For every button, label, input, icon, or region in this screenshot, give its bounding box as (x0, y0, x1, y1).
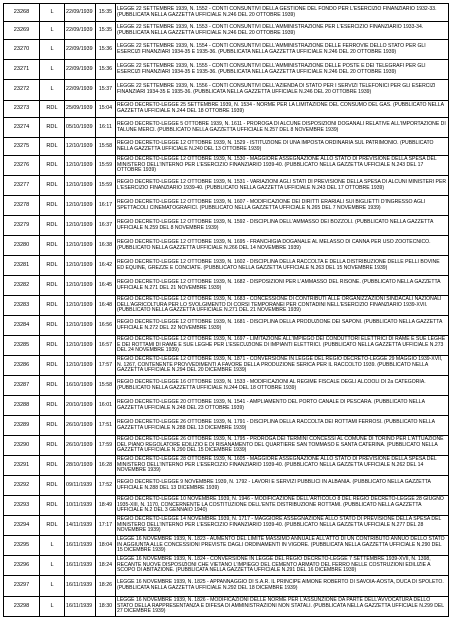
act-description: REGIO DECRETO-LEGGE 25 SETTEMBRE 1939, N. 1534 - NORME PER LA LIMITAZIONE DEL CONSUMO DEL GAS. (PUBBLICATO NELLA GAZZETTA UFFICIALE N.244 DEL 18 OTTOBRE 1939) (116, 101, 449, 118)
act-type: RDL (40, 496, 65, 516)
act-description: LEGGE 22 SETTEMBRE 1939, N. 1552 - CONTI CONSUNTIVI DELLA GESTIONE DEL FONDO PER L'ESERCIZIO FINANZIARIO 1932-33. (PUBBLICATA NELLA GAZZETTA UFFICIALE N.246 DEL 20 OTTOBRE 1939) (116, 4, 449, 22)
record-number: 23277 (4, 176, 40, 196)
act-time: 16:57 (96, 336, 116, 356)
table-row (4, 356, 449, 376)
record-number: 23272 (4, 80, 40, 101)
act-description: REGIO DECRETO-LEGGE 26 OTTOBRE 1939, N. 1795 - PROROGA DEI TERMINI CONCESSI AL COMUNE DI TORINO PER L'ATTUAZIONE DEL PIANO REGOLATORE EDILIZIO E DI RISANAMENTO DEL QUARTIERE SAN TOMMASO E SANTA CATERINA. (PUBBLICATO NELLA GAZZETTA UFFICIALE N.290 DEL 15 DICEMBRE 1939) (116, 436, 449, 456)
act-time: 16:17 (96, 196, 116, 216)
table-row (4, 597, 449, 617)
act-description: REGIO DECRETO-LEGGE 14 NOVEMBRE 1939, N. 1717 - MAGGIORE ASSEGNAZIONE ALLO STATO DI PREVISIONE DELLA SPESA DEL MINISTERO DELL'INTERNO PER L'ESERCIZIO FINANZIARIO 1939-40. (PUBBLICATO NELLA GAZZETTA UFFICIALE N.277 DEL 28 NOVEMBRE 1939) (116, 516, 449, 536)
table-row (4, 476, 449, 496)
act-description: REGIO DECRETO-LEGGE 26 OTTOBRE 1939, N. 1791 - DISCIPLINA DELLA RACCOLTA DEI ROTTAMI FERROSI. (PUBBLICATO NELLA GAZZETTA UFFICIALE N.288 DEL 13 DICEMBRE 1939) (116, 416, 449, 436)
record-number: 23278 (4, 196, 40, 216)
act-type: L (40, 80, 65, 101)
act-time: 16:28 (96, 456, 116, 476)
act-date: 12/10/1939 (65, 236, 96, 256)
act-type: L (40, 40, 65, 60)
act-type: RDL (40, 138, 65, 156)
act-date: 16/11/1939 (65, 597, 96, 617)
act-type: RDL (40, 336, 65, 356)
record-number: 23284 (4, 316, 40, 336)
record-number: 23297 (4, 576, 40, 597)
table-row (4, 60, 449, 80)
act-description: LEGGE 16 NOVEMBRE 1939, N. 1825 - APPANNAGGIO DI S.A.R. IL PRINCIPE AIMONE ROBERTO DI SAVOIA-AOSTA, DUCA DI SPOLETO. (PUBBLICATA NELLA GAZZETTA UFFICIALE N.292 DEL 18 DICEMBRE 1939) (116, 576, 449, 597)
act-type: RDL (40, 436, 65, 456)
act-description: REGIO DECRETO-LEGGE 28 OTTOBRE 1939, N. 1605 - MAGGIORE ASSEGNAZIONE ALLO STATO DI PREVISIONE DELLA SPESA DEL MINISTERO DELL'INTERNO PER L'ESERCIZIO FINANZIARIO 1939-40. (PUBBLICATO NELLA GAZZETTA UFFICIALE N.262 DEL 14 NOVEMBRE 1939) (116, 456, 449, 476)
act-description: LEGGE 16 NOVEMBRE 1939, N. 1824 - CONVERSIONE IN LEGGE DEL REGIO DECRETO-LEGGE 7 SETTEMBRE 1939-XVII, N. 1398, RECANTE NUOVE DISPOSIZIONI CHE VIETANO L'IMPIEGO DEL CEMENTO ARMATO DEL FERRO NELLE COSTRUZIONI EDILIZIE A SCOPO DI ABITAZIONE. (PUBBLICATA NELLA GAZZETTA UFFICIALE N.291 DEL 16 DICEMBRE 1939) (116, 556, 449, 576)
act-date: 12/10/1939 (65, 296, 96, 316)
act-date: 16/11/1939 (65, 576, 96, 597)
act-type: L (40, 576, 65, 597)
record-number: 23273 (4, 101, 40, 118)
act-date: 26/10/1939 (65, 436, 96, 456)
act-date: 16/11/1939 (65, 556, 96, 576)
act-time: 18:24 (96, 556, 116, 576)
act-date: 22/09/1939 (65, 80, 96, 101)
act-type: RDL (40, 156, 65, 176)
act-time: 17:51 (96, 416, 116, 436)
table-row (4, 118, 449, 138)
record-number: 23268 (4, 4, 40, 22)
table-row (4, 22, 449, 40)
act-date: 16/10/1939 (65, 376, 96, 396)
act-type: L (40, 556, 65, 576)
act-time: 16:48 (96, 296, 116, 316)
table-row (4, 236, 449, 256)
act-type: RDL (40, 236, 65, 256)
record-number: 23288 (4, 396, 40, 416)
legislation-table (3, 3, 449, 617)
act-date: 16/11/1939 (65, 536, 96, 556)
table-row (4, 156, 449, 176)
act-date: 26/10/1939 (65, 416, 96, 436)
act-time: 15:35 (96, 4, 116, 22)
act-description: REGIO DECRETO-LEGGE 12 OTTOBRE 1939, N. 1681 - DISCIPLINA DELLA PRODUZIONE DEI SAPONI. (PUBBLICATO NELLA GAZZETTA UFFICIALE N.272 DEL 22 NOVEMBRE 1939) (116, 316, 449, 336)
act-type: RDL (40, 516, 65, 536)
act-date: 22/09/1939 (65, 60, 96, 80)
act-time: 16:56 (96, 316, 116, 336)
act-time: 15:58 (96, 376, 116, 396)
act-time: 15:59 (96, 176, 116, 196)
record-number: 23282 (4, 276, 40, 296)
table-row (4, 216, 449, 236)
act-time: 16:45 (96, 276, 116, 296)
act-date: 12/10/1939 (65, 356, 96, 376)
record-number: 23295 (4, 536, 40, 556)
record-number: 23286 (4, 356, 40, 376)
table-row (4, 4, 449, 22)
table-row (4, 176, 449, 196)
table-row (4, 416, 449, 436)
act-date: 28/10/1939 (65, 456, 96, 476)
table-row (4, 256, 449, 276)
table-row (4, 576, 449, 597)
act-date: 12/10/1939 (65, 276, 96, 296)
legislation-rows (4, 4, 449, 617)
act-type: RDL (40, 216, 65, 236)
table-row (4, 40, 449, 60)
act-type: RDL (40, 356, 65, 376)
act-date: 12/10/1939 (65, 336, 96, 356)
table-row (4, 316, 449, 336)
act-type: RDL (40, 118, 65, 138)
act-time: 18:30 (96, 597, 116, 617)
act-time: 16:11 (96, 118, 116, 138)
record-number: 23274 (4, 118, 40, 138)
act-description: REGIO DECRETO-LEGGE 12 OTTOBRE 1939, N. 1871 - CONVERSIONE IN LEGGE DEL REGIO DECRETO-LEGGE 29 MAGGIO 1939-XVII, N. 1267, CONTENENTE PROVVEDIMENTI A FAVORE DELLA PRODUZIONE SERICA PER IL RACCOLTO 1939. (PUBBLICATO NELLA GAZZETTA UFFICIALE N.294 DEL 20 DICEMBRE 1939) (116, 356, 449, 376)
act-time: 15:04 (96, 101, 116, 118)
act-date: 20/10/1939 (65, 396, 96, 416)
act-time: 18:49 (96, 496, 116, 516)
act-time: 17:52 (96, 476, 116, 496)
record-number: 23280 (4, 236, 40, 256)
record-number: 23292 (4, 476, 40, 496)
act-description: LEGGE 22 SETTEMBRE 1939, N. 1555 - CONTI CONSUNTIVI DELL'AMMINISTRAZIONE DELLE POSTE E DEI TELEGRAFI PER GLI ESERCIZI FINANZIARI 1934-35 E 1935-36. (PUBBLICATA NELLA GAZZETTA UFFICIALE N.246 DEL 20 OTTOBRE 1939) (116, 60, 449, 80)
table-row (4, 516, 449, 536)
act-type: RDL (40, 416, 65, 436)
act-description: LEGGE 22 SETTEMBRE 1939, N. 1554 - CONTI CONSUNTIVI DELL'AMMINISTRAZIONE DELLE FERROVIE DELLO STATO PER GLI ESERCIZI FINANZIARI 1934-35 E 1935-36. (PUBBLICATA NELLA GAZZETTA UFFICIALE N.246 DEL 20 OTTOBRE 1939) (116, 40, 449, 60)
record-number: 23269 (4, 22, 40, 40)
act-description: REGIO DECRETO-LEGGE 12 OTTOBRE 1939, N. 1530 - MAGGIORE ASSEGNAZIONE ALLO STATO DI PREVISIONE DELLA SPESA DEL MINISTERO DELL'INTERNO PER L'ESERCIZIO FINANZIARIO 1939-40. (PUBBLICATO NELLA GAZZETTA UFFICIALE N.243 DEL 17 OTTOBRE 1939) (116, 156, 449, 176)
act-description: REGIO DECRETO-LEGGE 12 OTTOBRE 1939, N. 1683 - CONCESSIONE DI CONTRIBUTI ALLE ORGANIZZAZIONI SINDACALI NAZIONALI DELL'AGRICOLTURA PER LO SVOLGIMENTO DI CORSI TEMPORANEI PER CONTADINI NELL'ESERCIZIO FINANZIARIO 1939-XVII. (PUBBLICATO NELLA GAZZETTA UFFICIALE N.271 DEL 21 NOVEMBRE 1939) (116, 296, 449, 316)
table-row (4, 296, 449, 316)
record-number: 23290 (4, 436, 40, 456)
act-date: 12/10/1939 (65, 156, 96, 176)
act-type: RDL (40, 176, 65, 196)
act-time: 17:59 (96, 436, 116, 456)
table-row (4, 376, 449, 396)
act-description: LEGGE 16 NOVEMBRE 1939, N. 1826 - MODIFICAZIONI DELLE NORME PER L'ASSUNZIONE DA PARTE DELL'AVVOCATURA DELLO STATO DELLA RAPPRESENTANZA E DIFESA DI AMMINISTRAZIONI NON STATALI. (PUBBLICATA NELLA GAZZETTA UFFICIALE N.299 DEL 27 DICEMBRE 1939) (116, 597, 449, 617)
table-row (4, 138, 449, 156)
act-type: RDL (40, 316, 65, 336)
act-description: REGIO DECRETO-LEGGE 12 OTTOBRE 1939, N. 1602 - DISCIPLINA DELLA RACCOLTA E DELLA DISTRIBUZIONE DELLE PELLI BOVINE ED EQUINE, GREZZE E CONCIATE. (PUBBLICATO NELLA GAZZETTA UFFICIALE N.263 DEL 15 NOVEMBRE 1939) (116, 256, 449, 276)
act-date: 05/10/1939 (65, 118, 96, 138)
table-row (4, 436, 449, 456)
act-description: REGIO DECRETO-LEGGE 5 OTTOBRE 1939, N. 1611 - PROROGA DI ALCUNE DISPOSIZIONI DOGANALI RELATIVE ALL'IMPORTAZIONE DI TALUNE MERCI. (PUBBLICATO NELLA GAZZETTA UFFICIALE N.257 DEL 8 NOVEMBRE 1939) (116, 118, 449, 138)
act-type: L (40, 597, 65, 617)
act-description: LEGGE 22 SETTEMBRE 1939, N. 1556 - CONTI CONSUNTIVI DELL'AZIENDA DI STATO PER I SERVIZI TELEFONICI PER GLI ESERCIZI FINANZIARI 1934-35 E 1935-36. (PUBBLICATA NELLA GAZZETTA UFFICIALE N.246 DEL 20 OTTOBRE 1939) (116, 80, 449, 101)
act-type: RDL (40, 476, 65, 496)
act-description: REGIO DECRETO-LEGGE 9 NOVEMBRE 1939, N. 1792 - LAVORI E SERVIZI PUBBLICI IN ALBANIA. (PUBBLICATO NELLA GAZZETTA UFFICIALE N.288 DEL 13 DICEMBRE 1939) (116, 476, 449, 496)
act-date: 22/09/1939 (65, 40, 96, 60)
record-number: 23279 (4, 216, 40, 236)
record-number: 23294 (4, 516, 40, 536)
record-number: 23296 (4, 556, 40, 576)
act-description: REGIO DECRETO-LEGGE 12 OTTOBRE 1939, N. 1531 - VARIAZIONI AGLI STATI DI PREVISIONE DELLA SPESA DI ALCUNI MINISTERI PER L'ESERCIZIO FINANZIARIO 1939-40. (PUBBLICATO NELLA GAZZETTA UFFICIALE N.243 DEL 17 OTTOBRE 1939) (116, 176, 449, 196)
act-description: REGIO DECRETO-LEGGE 12 OTTOBRE 1939, N. 1529 - ISTITUZIONE DI UNA IMPOSTA ORDINARIA SUL PATRIMONIO. (PUBBLICATO NELLA GAZZETTA UFFICIALE N.240 DEL 13 OTTOBRE 1939) (116, 138, 449, 156)
act-time: 16:01 (96, 396, 116, 416)
record-number: 23281 (4, 256, 40, 276)
act-date: 22/09/1939 (65, 22, 96, 40)
act-time: 18:04 (96, 536, 116, 556)
act-type: L (40, 22, 65, 40)
act-date: 12/10/1939 (65, 316, 96, 336)
record-number: 23283 (4, 296, 40, 316)
act-time: 17:57 (96, 356, 116, 376)
act-time: 15:59 (96, 156, 116, 176)
act-type: RDL (40, 196, 65, 216)
record-number: 23293 (4, 496, 40, 516)
record-number: 23270 (4, 40, 40, 60)
act-date: 25/09/1939 (65, 101, 96, 118)
act-type: RDL (40, 296, 65, 316)
record-number: 23289 (4, 416, 40, 436)
table-row (4, 556, 449, 576)
act-type: RDL (40, 276, 65, 296)
act-date: 09/11/1939 (65, 476, 96, 496)
table-row (4, 496, 449, 516)
act-date: 12/10/1939 (65, 176, 96, 196)
act-description: REGIO DECRETO-LEGGE 20 OTTOBRE 1939, N. 1541 - AMPLIAMENTO DEL PORTO CANALE DI PESCARA. (PUBBLICATO NELLA GAZZETTA UFFICIALE N.248 DEL 23 OTTOBRE 1939) (116, 396, 449, 416)
act-time: 15:36 (96, 60, 116, 80)
record-number: 23291 (4, 456, 40, 476)
act-type: L (40, 4, 65, 22)
act-time: 15:37 (96, 80, 116, 101)
act-description: REGIO DECRETO-LEGGE 12 OTTOBRE 1939, N. 1592 - DISCIPLINA DELL'AMMASSO DEI BOZZOLI. (PUBBLICATO NELLA GAZZETTA UFFICIALE N.259 DEL 8 NOVEMBRE 1939) (116, 216, 449, 236)
act-date: 10/11/1939 (65, 496, 96, 516)
act-time: 15:35 (96, 22, 116, 40)
table-row (4, 276, 449, 296)
act-time: 18:26 (96, 576, 116, 597)
act-description: LEGGE 16 NOVEMBRE 1939, N. 1823 - AUMENTO DEL LIMITE MASSIMO ANNUALE ALL'ATTO DI UN CONTRIBUTO ANNUO DELLO STATO IN AGGIUNTA ALLE CONCESSIONI PREVISTE DAGLI ORDINAMENTI IN VIGORE. (PUBBLICATA NELLA GAZZETTA UFFICIALE N.290 DEL 15 DICEMBRE 1939) (116, 536, 449, 556)
table-row (4, 196, 449, 216)
act-date: 22/09/1939 (65, 4, 96, 22)
act-description: REGIO DECRETO-LEGGE 12 OTTOBRE 1939, N. 1695 - FRANCHIGIA DOGANALE AL MELASSO DI CANNA PER USO ZOOTECNICO. (PUBBLICATO NELLA GAZZETTA UFFICIALE N.266 DEL 14 NOVEMBRE 1939) (116, 236, 449, 256)
act-type: RDL (40, 376, 65, 396)
act-type: L (40, 536, 65, 556)
act-date: 14/11/1939 (65, 516, 96, 536)
record-number: 23276 (4, 156, 40, 176)
act-date: 12/10/1939 (65, 138, 96, 156)
act-description: REGIO DECRETO-LEGGE 10 NOVEMBRE 1939, N. 1946 - MODIFICAZIONE DELL'ARTICOLO 8 DEL REGIO DECRETO-LEGGE 28 GIUGNO 1935-XIII, N. 1170, CONCERNENTE LA COSTITUZIONE DELL'ENTE DISTRIBUZIONE ROTTAMI. (PUBBLICATO NELLA GAZZETTA UFFICIALE N.2 DEL 3 GENNAIO 1940) (116, 496, 449, 516)
act-description: REGIO DECRETO-LEGGE 12 OTTOBRE 1939, N. 1697 - LIMITAZIONE ALL'IMPIEGO DEI CONDUTTORI ELETTRICI DI RAME E SUE LEGHE E DEI ROTTAMI DI RAME E SUE LEGHE PER L'ESECUZIONE DI IMPIANTI ELETTRICI. (PUBBLICATO NELLA GAZZETTA UFFICIALE N.273 DEL 24 NOVEMBRE 1939) (116, 336, 449, 356)
act-description: REGIO DECRETO-LEGGE 12 OTTOBRE 1939, N. 1682 - DISPOSIZIONI PER L'AMMASSO DEL RISONE. (PUBBLICATO NELLA GAZZETTA UFFICIALE N.271 DEL 21 NOVEMBRE 1939) (116, 276, 449, 296)
act-type: RDL (40, 396, 65, 416)
table-row (4, 101, 449, 118)
act-type: RDL (40, 101, 65, 118)
table-row (4, 80, 449, 101)
act-description: REGIO DECRETO-LEGGE 16 OTTOBRE 1939, N. 1533 - MODIFICAZIONI AL REGIME FISCALE DEGLI ALCOOLI DI 2a CATEGORIA. (PUBBLICATO NELLA GAZZETTA UFFICIALE N.244 DEL 18 OTTOBRE 1939) (116, 376, 449, 396)
record-number: 23298 (4, 597, 40, 617)
record-number: 23275 (4, 138, 40, 156)
table-row (4, 396, 449, 416)
act-date: 12/10/1939 (65, 216, 96, 236)
table-row (4, 456, 449, 476)
act-time: 16:42 (96, 256, 116, 276)
act-time: 15:58 (96, 138, 116, 156)
table-row (4, 536, 449, 556)
table-row (4, 336, 449, 356)
record-number: 23285 (4, 336, 40, 356)
act-time: 17:17 (96, 516, 116, 536)
act-type: RDL (40, 456, 65, 476)
act-time: 15:36 (96, 40, 116, 60)
record-number: 23287 (4, 376, 40, 396)
act-description: REGIO DECRETO-LEGGE 12 OTTOBRE 1939, N. 1607 - MODIFICAZIONE DEI DIRITTI ERARIALI SUI BIGLIETTI D'INGRESSO AGLI SPETTACOLI CINEMATOGRAFICI. (PUBBLICATO NELLA GAZZETTA UFFICIALE N.265 DEL 7 NOVEMBRE 1939) (116, 196, 449, 216)
record-number: 23271 (4, 60, 40, 80)
act-description: LEGGE 22 SETTEMBRE 1939, N. 1553 - CONTI CONSUNTIVI DELL'AMMINISTRAZIONE PER L'ESERCIZIO FINANZIARIO 1933-34. (PUBBLICATA NELLA GAZZETTA UFFICIALE N.246 DEL 20 OTTOBRE 1939) (116, 22, 449, 40)
act-date: 12/10/1939 (65, 256, 96, 276)
act-date: 12/10/1939 (65, 196, 96, 216)
act-type: L (40, 60, 65, 80)
act-type: RDL (40, 256, 65, 276)
act-time: 16:37 (96, 216, 116, 236)
act-time: 16:38 (96, 236, 116, 256)
